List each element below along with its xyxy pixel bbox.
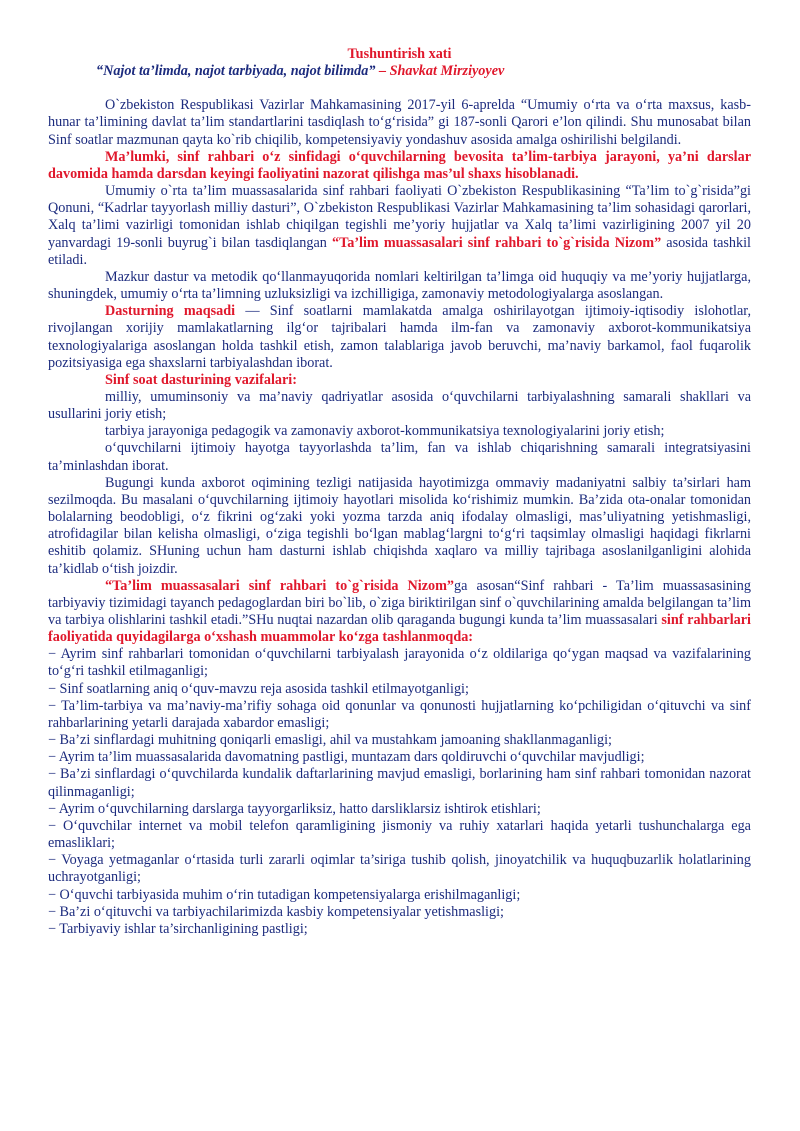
epigraph-author: – Shavkat Mirziyoyev bbox=[375, 63, 505, 80]
problem-item: − Ba’zi sinflardagi muhitning qoniqarli emasligi, ahil va mustahkam jamoaning shakllanmaganligi; bbox=[48, 732, 612, 749]
spacer bbox=[48, 80, 751, 97]
task-item: o‘quvchilarni ijtimoiy hayotga tayyorlashda ta’lim, fan va ishlab chiqarishning samarali integratsiyasini ta’minlashdan iborat. bbox=[48, 440, 751, 474]
nizom-reference: “Ta’lim muassasalari sinf rahbari to`g`risida Nizom” bbox=[105, 577, 455, 594]
paragraph-responsibility: Ma’lumki, sinf rahbari o‘z sinfidagi o‘quvchilarning bevosita ta’lim-tarbiya jarayoni, ya’ni darslar davomida hamda darsdan keyingi faoliyatini nazorat qilishga mas’ul shaxs hisoblanadi. bbox=[48, 148, 751, 182]
nizom-text: ga asosan“Sinf rahbari - Ta’lim muassasasining tarbiyaviy tizimidagi tayanch pedagoglardan biri bo`lib, o`ziga biriktirilgan sinf o`quvchilarining amalda belgilangan ta’lim va tarbiya olishlarini tashkil etadi.”SHu nuqtai nazardan olib qaraganda bugungi kunda ta’lim muassasalari bbox=[48, 577, 751, 628]
task-item: tarbiya jarayoniga pedagogik va zamonaviy axborot-kommunikatsiya texnologiyalarini joriy etish; bbox=[105, 423, 665, 440]
epigraph bbox=[48, 63, 751, 80]
problem-item: − Sinf soatlarning aniq o‘quv-mavzu reja asosida tashkil etilmayotganligi; bbox=[48, 680, 469, 697]
goal-text: — Sinf soatlarni mamlakatda amalga oshirilayotgan ijtimoiy-iqtisodiy islohotlar, rivojlangan xorijiy mamlakatlarning ilg‘or tajribalari hamda ilm-fan va zamonaviy axborot-kommunikatsiya texnologiyalariga asoslangan holda tashkil etish, zamon talablariga javob beruvchi, ma’naviy barkamol, faol fuqarolik pozitsiyasiga ega shaxslarni tarbiyalashdan iborat. bbox=[48, 303, 751, 371]
problem-item: − O‘quvchilar internet va mobil telefon qaramligining jismoniy va ruhiy xatarlari haqida yetarli tushunchalarga ega emasliklari; bbox=[48, 817, 751, 852]
document-page bbox=[48, 46, 751, 938]
epigraph-quote: “Najot ta’limda, najot tarbiyada, najot bilimda” bbox=[96, 63, 376, 80]
problem-item: − O‘quvchi tarbiyasida muhim o‘rin tutadigan kompetensiyalarga erishilmaganligi; bbox=[48, 886, 521, 903]
document-title: Tushuntirish xati bbox=[347, 46, 452, 62]
paragraph-methodology: Mazkur dastur va metodik qo‘llanmayuqorida nomlari keltirilgan ta’limga oid huquqiy va me’yoriy hujjatlarga, shuningdek, umumiy o‘rta ta’limning uzluksizligi va izchilligiga, zamonaviy metodologiyalarga asoslangan. bbox=[48, 268, 751, 303]
paragraph-decree: O`zbekiston Respublikasi Vazirlar Mahkamasining 2017-yil 6-aprelda “Umumiy o‘rta va o‘rta maxsus, kasb-hunar ta’limining davlat ta’lim standartlarini tasdiqlash to‘g‘risida” gi 187-sonli Qarori e’lon qilindi. Shu munosabat bilan Sinf soatlar mazmunan qayta ko`rib chiqilib, kompetensiyaviy yondashuv asosida amalga oshirilishi belgilandi. bbox=[48, 97, 751, 148]
problems-heading: sinf rahbarlari faoliyatida quyidagilarga o‘xshash muammolar ko‘zga tashlanmoqda: bbox=[48, 612, 751, 646]
legal-basis-text: Umumiy o`rta ta’lim muassasalarida sinf rahbari faoliyati O`zbekiston Respublikasining “Ta’lim to`g`risida”gi Qonuni, “Kadrlar tayyorlash milliy dasturi”, O`zbekiston Respublikasi Vazirlar Mahkamasining ta’lim sohasidagi qarorlari, Xalq ta’limi vazirligi tomonidan ishlab chiqilgan tegishli me’yoriy hujjatlar va Xalq ta’limi vazirligining 2007 yil 20 yanvardagi 19-sonli buyrug`i bilan tasdiqlangan bbox=[48, 183, 751, 251]
legal-basis-tail: asosida tashkil etiladi. bbox=[48, 234, 751, 268]
problem-item: − Ba’zi sinflardagi o‘quvchilarda kundalik daftarlarining mavjud emasligi, borlarining ham sinf rahbari tomonidan nazorat qilinmaganligi; bbox=[48, 766, 751, 800]
problem-item: − Ayrim ta’lim muassasalarida davomatning pastligi, muntazam dars qoldiruvchi o‘quvchilar mavjudligi; bbox=[48, 749, 645, 766]
problem-item: − Ayrim sinf rahbarlari tomonidan o‘quvchilarni tarbiyalash jarayonida o‘z oldilariga qo‘ygan maqsad va vazifalarining to‘g‘ri tashkil etilmaganligi; bbox=[48, 646, 751, 680]
nizom-highlight: “Ta’lim muassasalari sinf rahbari to`g`risida Nizom” bbox=[331, 234, 662, 251]
paragraph-legal-basis bbox=[48, 183, 751, 269]
tasks-heading: Sinf soat dasturining vazifalari: bbox=[105, 371, 297, 388]
problem-item: − Tarbiyaviy ishlar ta’sirchanligining pastligi; bbox=[48, 920, 308, 937]
problem-item: − Voyaga yetmaganlar o‘rtasida turli zararli oqimlar ta’siriga tushib qolish, jinoyatchilik va huquqbuzarlik holatlarining uchrayotganligi; bbox=[48, 852, 751, 886]
task-item: milliy, umuminsoniy va ma’naviy qadriyatlar asosida o‘quvchilarni tarbiyalashning samarali shakllari va usullarini joriy etish; bbox=[48, 388, 751, 423]
problem-item: − Ayrim o‘quvchilarning darslarga tayyorgarliksiz, hatto darsliklarsiz ishtirok etishlari; bbox=[48, 800, 541, 817]
problem-item: − Ba’zi o‘qituvchi va tarbiyachilarimizda kasbiy kompetensiyalar yetishmasligi; bbox=[48, 903, 504, 920]
paragraph-mass-culture: Bugungi kunda axborot oqimining tezligi natijasida hayotimizga ommaviy madaniyatni salbiy ta’sirlari ham sezilmoqda. Bu masalani o‘quvchilarning ijtimoiy hayotlari misolida ko‘rishimiz mumkin. Ba’zida ota-onalar tomonidan bolalarning beodobligi, o‘z fikrini og‘zaki yoki yozma tarzda aniq ifodalay olmasligi, mas’uliyatning yetishmasligi, atrofidagilar bilan kelisha olmasligi, o‘ziga tegishli bo‘lgan mablag‘largni to‘g‘ri taqsimlay olmasligi haqidagi fikrlarni eshitib qolamiz. SHuning uchun ham dasturni ishlab chiqishda xaqlaro va milliy tajribaga asoslanilganligini alohida ta’kidlab o‘tish joizdir. bbox=[48, 474, 751, 577]
goal-heading: Dasturning maqsadi bbox=[105, 303, 236, 320]
paragraph-goal bbox=[48, 303, 751, 372]
problem-item: − Ta’lim-tarbiya va ma’naviy-ma’rifiy sohaga oid qonunlar va qonunosti hujjatlarning ko‘pchiligidan o‘qituvchi va sinf rahbarlarining yetarli darajada xabardor emasligi; bbox=[48, 697, 751, 731]
paragraph-nizom bbox=[48, 578, 751, 647]
